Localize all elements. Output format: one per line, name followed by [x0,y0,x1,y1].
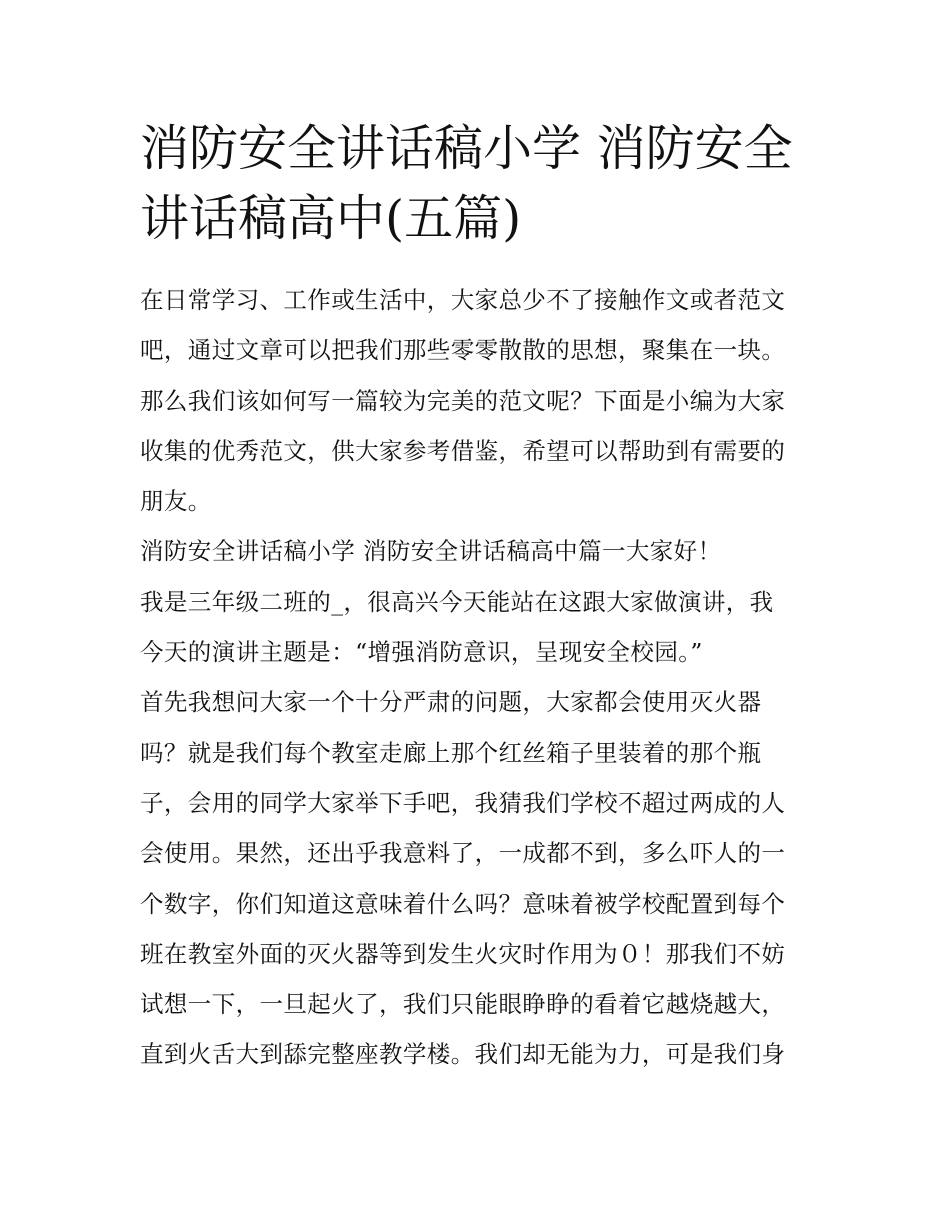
text-line: 消防安全讲话稿小学 消防安全讲话稿高中篇一大家好！ [140,537,722,566]
intro-paragraph [140,282,812,533]
text-line: 今天的演讲主题是：“增强消防意识，呈现安全校园。” [140,638,703,667]
text-line: 个数字，你们知道这意味着什么吗？意味着被学校配置到每个 [140,889,786,918]
text-line: 直到火舌大到舔完整座教学楼。我们却无能为力，可是我们身 [140,1040,786,1069]
text-line: 首先我想问大家一个十分严肃的问题，大家都会使用灭火器 [140,688,762,717]
text-line: 我是三年级二班的_，很高兴今天能站在这跟大家做演讲，我 [140,587,774,616]
text-line: 收集的优秀范文，供大家参考借鉴，希望可以帮助到有需要的 [140,436,786,465]
document-title [140,114,820,254]
text-line: 在日常学习、工作或生活中，大家总少不了接触作文或者范文 [140,286,786,314]
text-line: 试想一下，一旦起火了，我们只能眼睁睁的看着它越烧越大， [140,990,786,1019]
section-heading-paragraph [140,533,812,583]
speech-intro-paragraph [140,584,812,685]
document-body [140,282,812,1087]
text-line: 会使用。果然，还出乎我意料了，一成都不到，多么吓人的一 [140,839,786,868]
text-line: 朋友。 [140,487,212,516]
text-line: 吧，通过文章可以把我们那些零零散散的思想，聚集在一块。 [140,336,786,365]
speech-body-paragraph [140,684,812,1086]
text-line: 那么我们该如何写一篇较为完美的范文呢？下面是小编为大家 [140,386,786,415]
text-line: 子，会用的同学大家举下手吧，我猜我们学校不超过两成的人 [140,788,786,817]
text-line: 班在教室外面的灭火器等到发生火灾时作用为０！那我们不妨 [140,939,786,968]
text-line: 吗？就是我们每个教室走廊上那个红丝箱子里装着的那个瓶 [140,738,762,767]
title-line: 讲话稿高中(五篇) [140,190,522,247]
title-line: 消防安全讲话稿小学 消防安全 [140,120,793,177]
